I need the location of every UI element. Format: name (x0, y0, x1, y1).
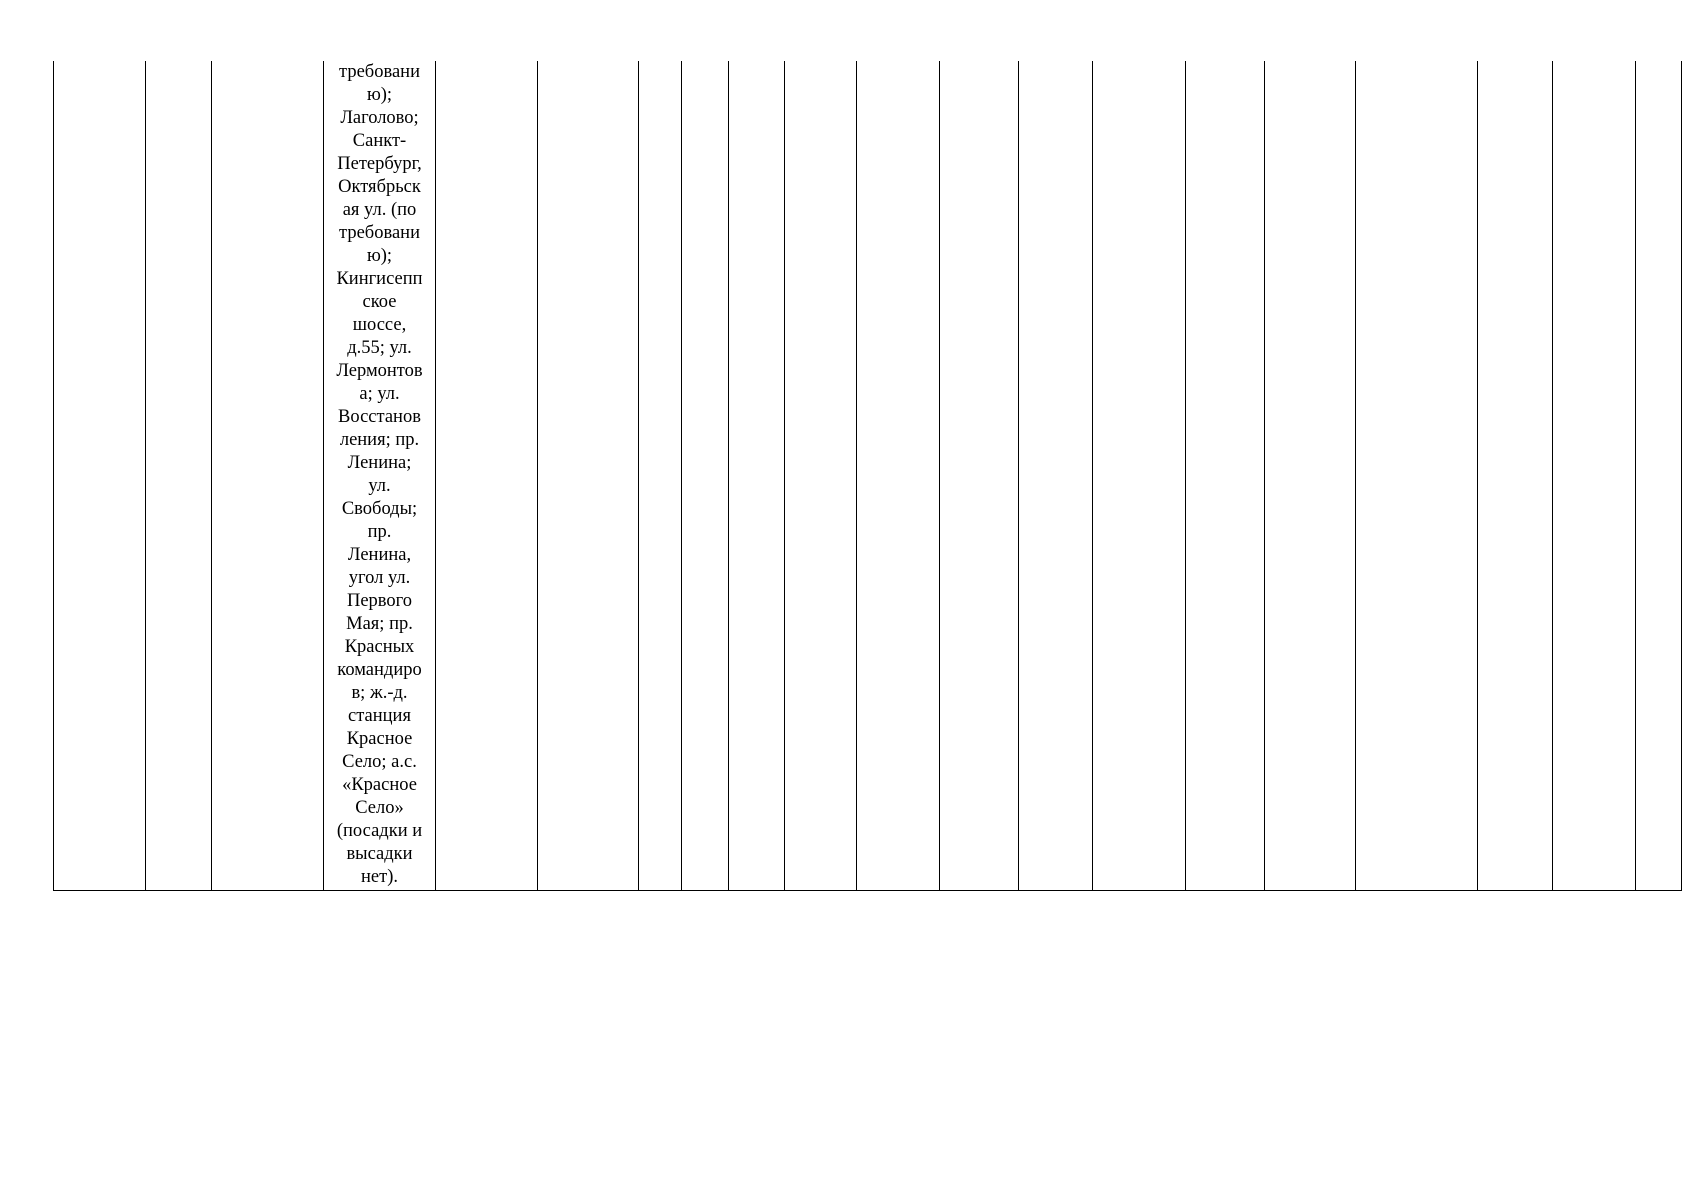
cell-col-12 (940, 61, 1019, 891)
cell-col-2 (146, 61, 212, 891)
cell-col-16 (1265, 61, 1356, 891)
table-row (54, 61, 1682, 891)
cell-col-3 (212, 61, 324, 891)
cell-col-20 (1636, 61, 1682, 891)
route-table (53, 61, 1682, 891)
cell-col-14 (1093, 61, 1186, 891)
cell-stops (324, 61, 436, 891)
stops-list-text: требовани ю); Лаголово; Санкт- Петербург, Октябрьск ая ул. (по требовани ю); Кингисепп ское шоссе, д.55; ул. Лермонтов а; ул. Восстанов ления; пр. Ленина; ул. Свободы; пр. Ленина, угол ул. Первого Мая; пр. Красных командиро в; ж.-д. станция Красное Село; а.с. «Красное Село» (посадки и высадки нет). (336, 62, 423, 887)
cell-col-10 (785, 61, 857, 891)
cell-col-15 (1186, 61, 1265, 891)
cell-col-11 (857, 61, 940, 891)
cell-col-7 (639, 61, 682, 891)
cell-col-1 (54, 61, 146, 891)
cell-col-17 (1356, 61, 1478, 891)
cell-col-5 (436, 61, 538, 891)
cell-col-8 (682, 61, 729, 891)
cell-col-18 (1478, 61, 1553, 891)
cell-col-9 (729, 61, 785, 891)
cell-col-13 (1019, 61, 1093, 891)
cell-col-6 (538, 61, 639, 891)
cell-col-19 (1553, 61, 1636, 891)
